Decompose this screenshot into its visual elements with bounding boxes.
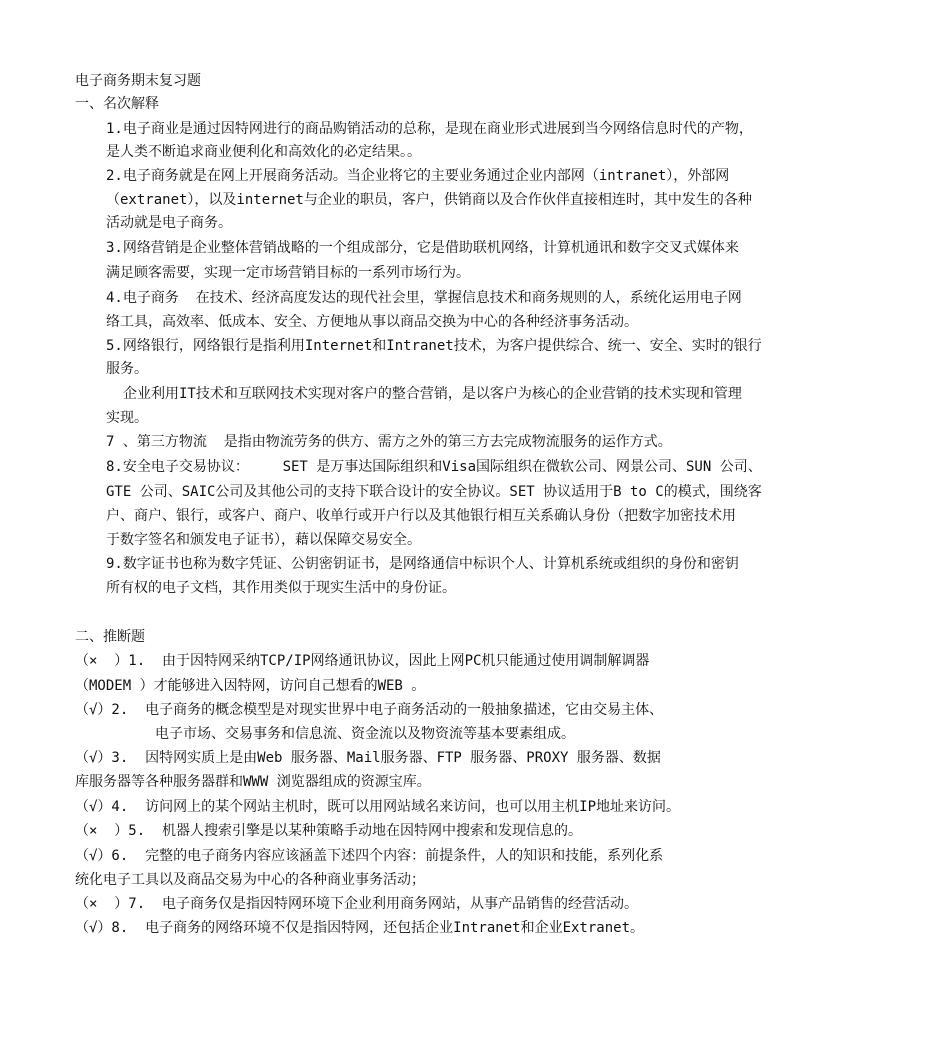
definition-line: 7 、第三方物流 是指由物流劳务的供方、需方之外的第三方去完成物流服务的运作方式。 xyxy=(106,434,672,450)
judgment-line: （√）4. 访问网上的某个网站主机时，既可以用网站域名来访问，也可以用主机IP地址来访问。 xyxy=(75,799,680,815)
definition-line: 络工具，高效率、低成本、安全、方便地从事以商品交换为中心的各种经济事务活动。 xyxy=(106,314,638,330)
judgment-line: （× ）1. 由于因特网采纳TCP/IP网络通讯协议，因此上网PC机只能通过使用调制解调器 xyxy=(75,653,650,669)
definition-line: 3.网络营销是企业整体营销战略的一个组成部分，它是借助联机网络，计算机通讯和数字交叉式媒体来 xyxy=(106,240,739,256)
definition-line: 活动就是电子商务。 xyxy=(106,215,232,231)
section2-heading: 二、推断题 xyxy=(75,629,145,645)
definition-line: GTE 公司、SAIC公司及其他公司的支持下联合设计的安全协议。SET 协议适用于B to C的模式，围绕客 xyxy=(106,484,762,500)
judgment-line: （√）8. 电子商务的网络环境不仅是指因特网，还包括企业Intranet和企业Extranet。 xyxy=(75,920,645,936)
judgment-line: （√）3. 因特网实质上是由Web 服务器、Mail服务器、FTP 服务器、PROXY 服务器、数据 xyxy=(75,750,661,766)
definition-line: 4.电子商务 在技术、经济高度发达的现代社会里，掌握信息技术和商务规则的人，系统化运用电子网 xyxy=(106,290,742,306)
judgment-line: 库服务器等各种服务器群和WWW 浏览器组成的资源宝库。 xyxy=(75,774,431,790)
judgment-line: 统化电子工具以及商品交易为中心的各种商业事务活动； xyxy=(75,872,425,888)
judgment-line: （MODEM ）才能够进入因特网，访问自己想看的WEB 。 xyxy=(75,678,426,694)
definition-line: 2.电子商务就是在网上开展商务活动。当企业将它的主要业务通过企业内部网（intranet），外部网 xyxy=(106,168,730,184)
definition-line: 1.电子商业是通过因特网进行的商品购销活动的总称，是现在商业形式进展到当今网络信息时代的产物， xyxy=(106,121,753,137)
definition-line: 所有权的电子文档，其作用类似于现实生活中的身份证。 xyxy=(106,580,456,596)
definition-line: 服务。 xyxy=(106,361,148,377)
judgment-line: （√）6. 完整的电子商务内容应该涵盖下述四个内容：前提条件，人的知识和技能，系列化系 xyxy=(75,848,664,864)
judgment-line: （× ）5. 机器人搜索引擎是以某种策略手动地在因特网中搜索和发现信息的。 xyxy=(75,823,582,839)
judgment-line: （√）2. 电子商务的概念模型是对现实世界中电子商务活动的一般抽象描述，它由交易主体、 xyxy=(75,702,664,718)
definition-line: 企业利用IT技术和互联网技术实现对客户的整合营销，是以客户为核心的企业营销的技术实现和管理 xyxy=(123,386,742,402)
definition-line: 于数字签名和颁发电子证书），藉以保障交易安全。 xyxy=(106,532,421,548)
definition-line: 是人类不断追求商业便利化和高效化的必定结果。。 xyxy=(106,144,421,160)
definition-line: 满足顾客需要，实现一定市场营销目标的一系列市场行为。 xyxy=(106,265,470,281)
document-title: 电子商务期末复习题 xyxy=(75,73,201,89)
definition-line: 8.安全电子交易协议： SET 是万事达国际组织和Visa国际组织在微软公司、网景公司、SUN 公司、 xyxy=(106,459,762,475)
definition-line: 实现。 xyxy=(106,410,148,426)
definition-line: 户、商户、银行，或客户、商户、收单行或开户行以及其他银行相互关系确认身份（把数字加密技术用 xyxy=(106,508,736,524)
judgment-line: 电子市场、交易事务和信息流、资金流以及物资流等基本要素组成。 xyxy=(155,726,575,742)
judgment-line: （× ）7. 电子商务仅是指因特网环境下企业利用商务网站，从事产品销售的经营活动。 xyxy=(75,896,638,912)
section1-heading: 一、名次解释 xyxy=(75,96,159,112)
definition-line: （extranet），以及internet与企业的职员，客户，供销商以及合作伙伴直接相连时，其中发生的各种 xyxy=(106,192,752,208)
definition-line: 9.数字证书也称为数字凭证、公钥密钥证书，是网络通信中标识个人、计算机系统或组织的身份和密钥 xyxy=(106,556,739,572)
definition-line: 5.网络银行，网络银行是指利用Internet和Intranet技术，为客户提供综合、统一、安全、实时的银行 xyxy=(106,338,762,354)
